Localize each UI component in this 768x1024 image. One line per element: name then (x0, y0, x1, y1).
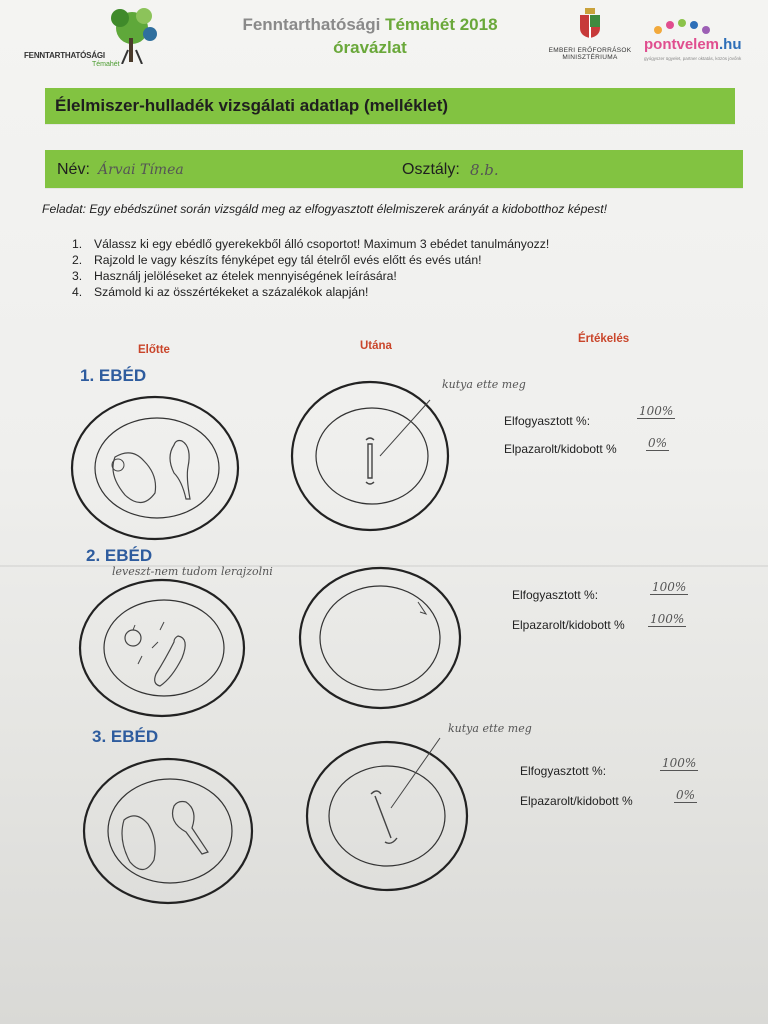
column-eval-header: Értékelés (578, 333, 630, 345)
meal-2-after-plate (298, 566, 463, 711)
step-item (72, 252, 692, 268)
partner-tagline: gyógyszer ügyelet, partner oktatás, közös jövőnk (644, 56, 742, 61)
meal-1-note: kutya ette meg (442, 378, 526, 391)
header-title (205, 14, 535, 36)
meal-1-consumed-label: Elfogyasztott %: (504, 414, 591, 428)
meal-3-wasted-label: Elpazarolt/kidobott % (520, 794, 633, 808)
task-text: Feladat: Egy ebédszünet során vizsgáld meg az elfogyasztott élelmiszerek arányát a kidobotthoz képest! (42, 202, 607, 216)
steps-list (72, 236, 692, 300)
meal-1-wasted-label: Elpazarolt/kidobott % (504, 442, 617, 456)
class-label: Osztály: (402, 161, 460, 178)
crest-icon (579, 8, 601, 38)
step-text: Használj jelöléseket az ételek mennyiségének leírására! (94, 269, 397, 283)
ministry-name-line1: EMBERI ERŐFORRÁSOK (548, 47, 632, 54)
meal-2-note: leveszt-nem tudom lerajzolni (112, 565, 273, 578)
step-item (72, 268, 692, 284)
meal-2-wasted-value[interactable]: 100% (650, 612, 685, 626)
meal-3-consumed-value[interactable]: 100% (662, 756, 697, 770)
meal-3-after-plate (305, 738, 471, 893)
column-before-header: Előtte (138, 344, 170, 356)
sustainability-week-logo (22, 4, 162, 74)
step-item (72, 284, 692, 300)
meal-1-wasted-value[interactable]: 0% (648, 436, 668, 450)
partner-suffix: .hu (719, 36, 742, 53)
ministry-logo (540, 6, 640, 70)
meal-3-before-plate (82, 756, 257, 908)
class-field[interactable]: 8.b. (470, 161, 499, 179)
meal-2-consumed-value[interactable]: 100% (652, 580, 687, 594)
meal-3-note: kutya ette meg (448, 722, 532, 735)
colored-dots-icon (648, 18, 728, 38)
logo-subtext: Témahét (92, 61, 120, 68)
partner-logo (640, 18, 760, 68)
column-after-header: Utána (360, 340, 392, 352)
meal-2-consumed-label: Elfogyasztott %: (512, 588, 599, 602)
step-text: Válassz ki egy ebédlő gyerekekből álló csoportot! Maximum 3 ebédet tanulmányozz! (94, 237, 550, 251)
meal-1-after-plate (290, 378, 460, 538)
meal-1-consumed-value[interactable]: 100% (639, 404, 674, 418)
name-label: Név: (57, 161, 90, 178)
ministry-name-line2: MINISZTÉRIUMA (562, 54, 618, 61)
student-info-band (45, 150, 743, 188)
meal-2-before-plate (78, 578, 248, 723)
partner-word: pontvelem (644, 36, 720, 53)
header-title-part2: Témahét 2018 (385, 15, 498, 34)
sheet-title: Élelmiszer-hulladék vizsgálati adatlap (melléklet) (55, 96, 449, 115)
step-number: 4. (72, 285, 83, 299)
step-text: Rajzold le vagy készíts fényképet egy tál ételről evés előtt és evés után! (94, 253, 482, 267)
title-band (45, 88, 735, 124)
meal-1-title: 1. EBÉD (80, 366, 147, 385)
logo-text: FENNTARTHATÓSÁGI (24, 51, 105, 60)
meal-2-wasted-label: Elpazarolt/kidobott % (512, 618, 625, 632)
meal-1-before-plate (70, 395, 245, 545)
header-title-part1: Fenntarthatósági (242, 15, 381, 34)
step-item (72, 236, 692, 252)
meal-3-consumed-label: Elfogyasztott %: (520, 764, 607, 778)
meal-3-wasted-value[interactable]: 0% (676, 788, 696, 802)
meal-2-title: 2. EBÉD (86, 546, 153, 565)
step-text: Számold ki az összértékeket a százalékok alapján! (94, 285, 369, 299)
step-number: 3. (72, 269, 83, 283)
header-subtitle: óravázlat (333, 38, 407, 57)
partner-wordmark (644, 36, 742, 53)
name-field[interactable]: Árvai Tímea (98, 162, 184, 178)
step-number: 1. (72, 237, 83, 251)
meal-3-title: 3. EBÉD (92, 727, 159, 746)
step-number: 2. (72, 253, 83, 267)
